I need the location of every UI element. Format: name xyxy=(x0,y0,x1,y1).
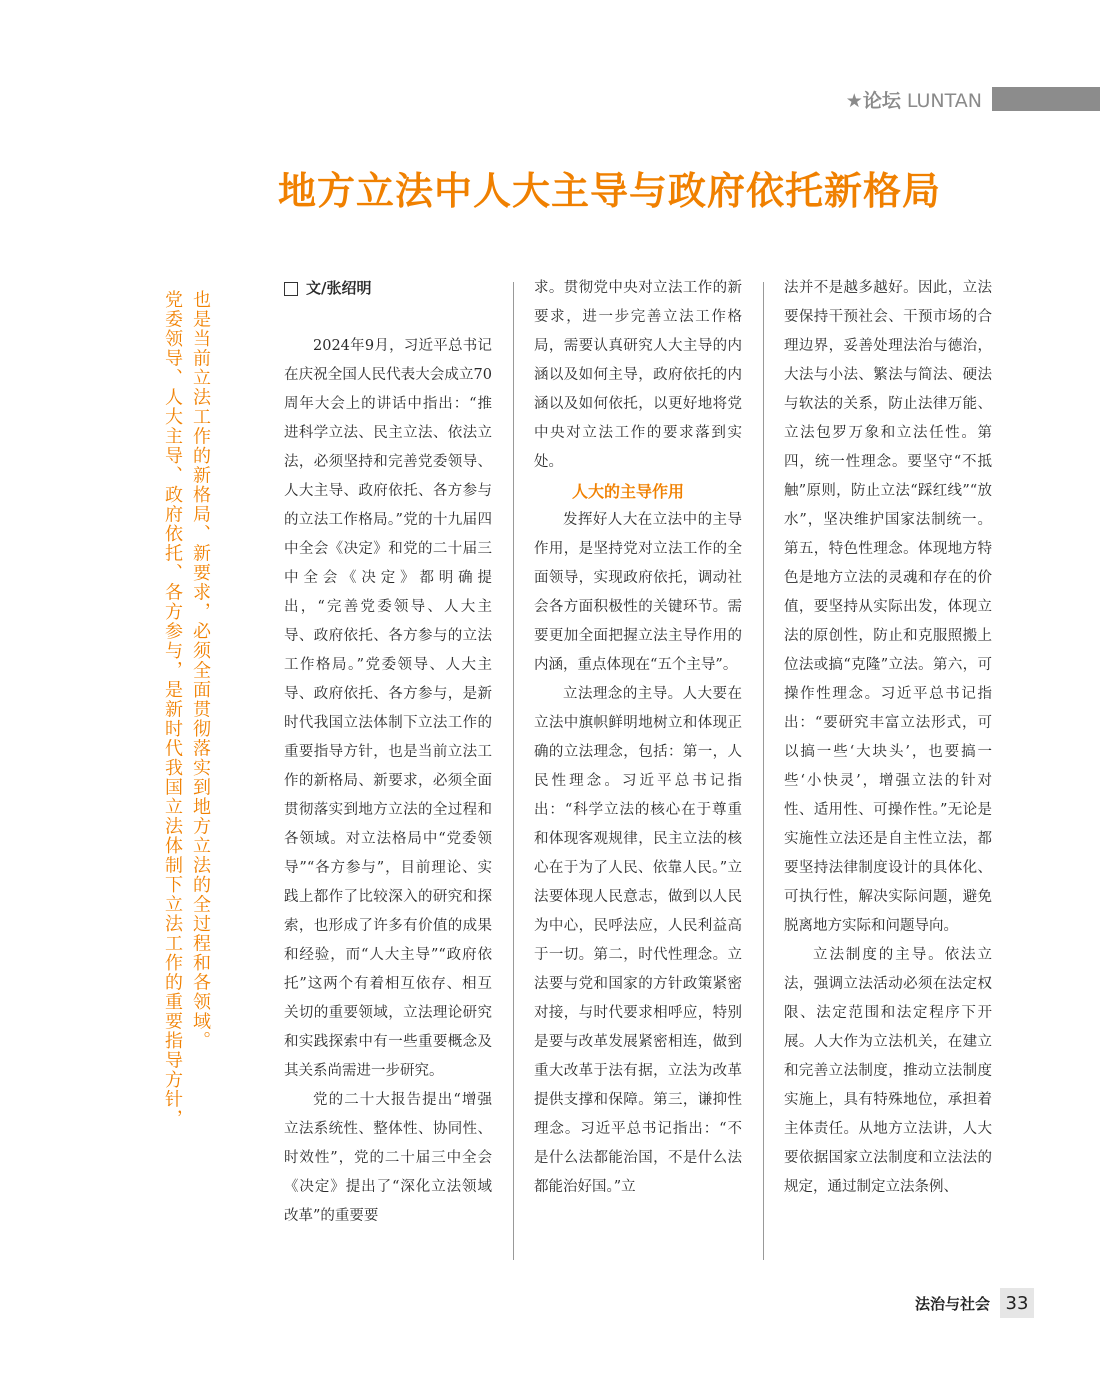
paragraph: 2024年9月，习近平总书记在庆祝全国人民代表大会成立70周年大会上的讲话中指出：“推进科学立法、民主立法、依法立法，必须坚持和完善党委领导、人大主导、政府依托、各方参与的立法工作格局。”党的十九届四中全会《决定》和党的二十届三中全会《决定》都明确提出，“完善党委领导、人大主导、政府依托、各方参与的立法工作格局。”党委领导、人大主导、政府依托、各方参与，是新时代我国立法体制下立法工作的重要指导方针，也是当前立法工作的新格局、新要求，必须全面贯彻落实到地方立法的全过程和各领域。对立法格局中“党委领导”“各方参与”，目前理论、实践上都作了比较深入的研究和探索，也形成了许多有价值的成果和经验，而“人大主导”“政府依托”这两个有着相互依存、相互关切的重要领域，立法理论研究和实践探索中有一些重要概念及其关系尚需进一步研究。 xyxy=(284,338,492,1079)
section-label-cn: ★论坛 xyxy=(845,89,901,112)
pull-quote-line-2: 党委领导、人大主导、政府依托、各方参与，是新时代我国立法体制下立法工作的重要指导方针， xyxy=(162,290,183,1129)
paragraph: 党的二十大报告提出“增强立法系统性、整体性、协同性、时效性”，党的二十届三中全会《决定》提出了“深化立法领域改革”的重要要 xyxy=(284,1092,492,1224)
section-label-en: LUNTAN xyxy=(906,89,982,112)
author-name: 文/张绍明 xyxy=(306,279,372,297)
section-header-bar xyxy=(992,87,1100,111)
author-byline xyxy=(284,274,492,303)
paragraph: 发挥好人大在立法中的主导作用，是坚持党对立法工作的全面领导，实现政府依托，调动社会各方面积极性的关键环节。需要更加全面把握立法主导作用的内涵，重点体现在“五个主导”。 xyxy=(534,512,742,673)
paragraph: 求。贯彻党中央对立法工作的新要求，进一步完善立法工作格局，需要认真研究人大主导的内涵以及如何主导，政府依托的内涵以及如何依托，以更好地将党中央对立法工作的要求落到实处。 xyxy=(534,280,742,470)
section-header xyxy=(846,84,1100,114)
column-divider-2 xyxy=(763,282,764,1260)
article-column-1 xyxy=(284,274,492,1231)
square-icon xyxy=(284,282,298,296)
page-footer xyxy=(915,1288,1034,1318)
section-subheading: 人大的主导作用 xyxy=(572,482,685,501)
column-divider-1 xyxy=(513,282,514,1260)
page-number: 33 xyxy=(1000,1288,1034,1318)
paragraph: 立法理念的主导。人大要在立法中旗帜鲜明地树立和体现正确的立法理念，包括：第一，人民性理念。习近平总书记指出：“科学立法的核心在于尊重和体现客观规律，民主立法的核心在于为了人民、依靠人民。”立法要体现人民意志，做到以人民为中心，民呼法应，人民利益高于一切。第二，时代性理念。立法要与党和国家的方针政策紧密对接，与时代要求相呼应，特别是要与改革发展紧密相连，做到重大改革于法有据，立法为改革提供支撑和保障。第三，谦抑性理念。习近平总书记指出：“不是什么法都能治国，不是什么法都能治好国。”立 xyxy=(534,686,742,1195)
paragraph: 立法制度的主导。依法立法，强调立法活动必须在法定权限、法定范围和法定程序下开展。人大作为立法机关，在建立和完善立法制度，推动立法制度实施上，具有特殊地位，承担着主体责任。从地方立法讲，人大要依据国家立法制度和立法法的规定，通过制定立法条例、 xyxy=(784,947,992,1195)
magazine-name: 法治与社会 xyxy=(914,1294,990,1313)
article-title: 地方立法中人大主导与政府依托新格局 xyxy=(278,169,942,213)
paragraph: 法并不是越多越好。因此，立法要保持干预社会、干预市场的合理边界，妥善处理法治与德治，大法与小法、繁法与简法、硬法与软法的关系，防止法律万能、立法包罗万象和立法任性。第四，统一性理念。要坚守“不抵触”原则，防止立法“踩红线”“放水”，坚决维护国家法制统一。第五，特色性理念。体现地方特色是地方立法的灵魂和存在的价值，要坚持从实际出发，体现立法的原创性，防止和克服照搬上位法或搞“克隆”立法。第六，可操作性理念。习近平总书记指出：“要研究丰富立法形式，可以搞一些‘大块头’，也要搞一些‘小快灵’，增强立法的针对性、适用性、可操作性。”无论是实施性立法还是自主性立法，都要坚持法律制度设计的具体化、可执行性，解决实际问题，避免脱离地方实际和问题导向。 xyxy=(784,280,992,934)
section-label xyxy=(846,86,982,113)
article-column-3 xyxy=(784,274,992,1202)
pull-quote-line-1: 也是当前立法工作的新格局、新要求，必须全面贯彻落实到地方立法的全过程和各领域。 xyxy=(190,290,211,1051)
article-column-2 xyxy=(534,274,742,1202)
